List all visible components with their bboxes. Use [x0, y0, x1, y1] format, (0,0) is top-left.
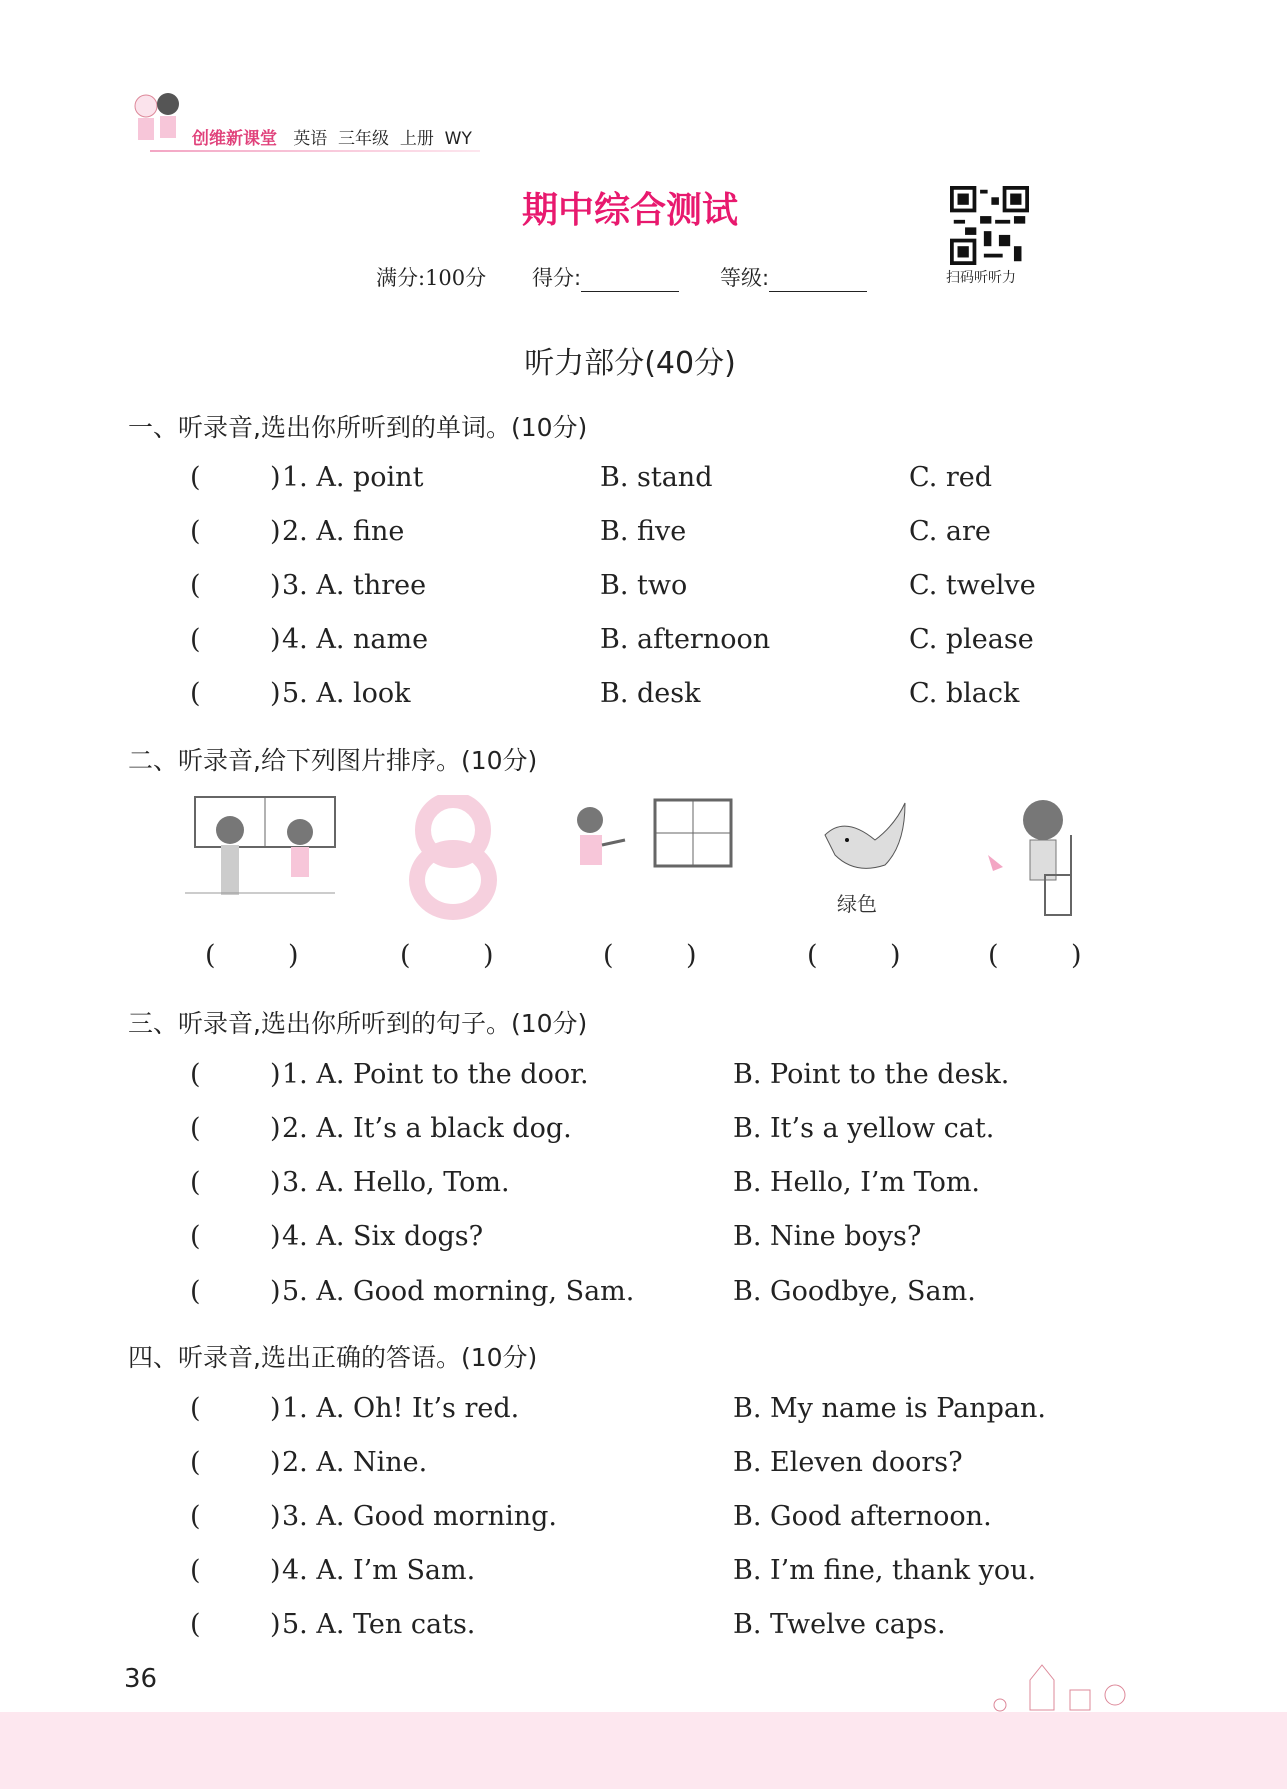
- answer-bracket[interactable]: (: [190, 1113, 201, 1144]
- green-label: 绿色: [837, 892, 877, 916]
- picture-order-bracket[interactable]: (: [807, 940, 818, 971]
- picture-order-bracket-close: ): [1071, 940, 1082, 971]
- option-a: 3. A. Good morning.: [282, 1501, 557, 1532]
- option-a: 1. A. point: [282, 462, 424, 493]
- option-b: B. It’s a yellow cat.: [733, 1113, 995, 1144]
- option-c: C. red: [909, 462, 993, 493]
- header: [192, 124, 472, 149]
- option-a: 4. A. Six dogs?: [282, 1221, 484, 1252]
- section-heading-s2: 二、听录音,给下列图片排序。(10分): [128, 746, 538, 775]
- option-a: 2. A. It’s a black dog.: [282, 1113, 572, 1144]
- picture-order-bracket[interactable]: (: [205, 940, 216, 971]
- answer-bracket-close: ): [270, 1221, 281, 1252]
- picture-order-bracket[interactable]: (: [603, 940, 614, 971]
- answer-bracket[interactable]: (: [190, 678, 201, 709]
- option-a: 5. A. look: [282, 678, 411, 709]
- answer-bracket[interactable]: (: [190, 1609, 201, 1640]
- edition: WY: [444, 129, 472, 149]
- answer-bracket[interactable]: (: [190, 1276, 201, 1307]
- page-title: 期中综合测试: [521, 190, 738, 231]
- answer-bracket-close: ): [270, 1167, 281, 1198]
- answer-bracket[interactable]: (: [190, 462, 201, 493]
- answer-bracket[interactable]: (: [190, 1555, 201, 1586]
- option-b: B. I’m fine, thank you.: [733, 1555, 1037, 1586]
- answer-bracket[interactable]: (: [190, 1167, 201, 1198]
- boy-pointing-window-picture: [577, 800, 731, 866]
- answer-bracket[interactable]: (: [190, 516, 201, 547]
- part-heading: 听力部分(40分): [524, 346, 736, 381]
- option-c: C. please: [909, 624, 1034, 655]
- number-eight-picture: [417, 800, 489, 912]
- qr-label: 扫码听听力: [946, 270, 1016, 286]
- option-b: B. two: [600, 570, 688, 601]
- kids-at-window-picture: [185, 797, 335, 895]
- option-a: 4. A. name: [282, 624, 429, 655]
- section-heading-s3: 三、听录音,选出你所听到的句子。(10分): [128, 1009, 588, 1038]
- section-heading-s1: 一、听录音,选出你所听到的单词。(10分): [128, 413, 588, 442]
- option-a: 5. A. Ten cats.: [282, 1609, 476, 1640]
- answer-bracket-close: ): [270, 1059, 281, 1090]
- option-a: 5. A. Good morning, Sam.: [282, 1276, 635, 1307]
- option-a: 1. A. Point to the door.: [282, 1059, 589, 1090]
- picture-order-bracket[interactable]: (: [400, 940, 411, 971]
- header-underline: [150, 150, 480, 152]
- header-kids-illustration: [126, 88, 188, 154]
- option-b: B. Hello, I’m Tom.: [733, 1167, 981, 1198]
- answer-bracket-close: ): [270, 1609, 281, 1640]
- option-b: B. desk: [600, 678, 701, 709]
- option-a: 2. A. fine: [282, 516, 405, 547]
- answer-bracket-close: ): [270, 1113, 281, 1144]
- answer-bracket-close: ): [270, 678, 281, 709]
- page-number: 36: [124, 1664, 158, 1694]
- subject: 英语: [293, 129, 328, 149]
- level-label: 等级:: [720, 266, 770, 290]
- answer-bracket[interactable]: (: [190, 1059, 201, 1090]
- option-b: B. My name is Panpan.: [733, 1393, 1047, 1424]
- answer-bracket[interactable]: (: [190, 624, 201, 655]
- grade: 三年级: [338, 129, 390, 149]
- option-c: C. black: [909, 678, 1020, 709]
- answer-bracket-close: ): [270, 516, 281, 547]
- option-a: 1. A. Oh! It’s red.: [282, 1393, 520, 1424]
- picture-order-bracket-close: ): [686, 940, 697, 971]
- brand-name: 创维新课堂: [192, 129, 277, 149]
- option-c: C. twelve: [909, 570, 1036, 601]
- volume: 上册: [399, 129, 434, 149]
- picture-order-bracket-close: ): [483, 940, 494, 971]
- option-b: B. Nine boys?: [733, 1221, 922, 1252]
- option-b: B. Point to the desk.: [733, 1059, 1010, 1090]
- picture-order-bracket[interactable]: (: [988, 940, 999, 971]
- answer-bracket[interactable]: (: [190, 1501, 201, 1532]
- girl-sitting-picture: [988, 800, 1071, 915]
- bird-picture: [825, 803, 905, 868]
- answer-bracket[interactable]: (: [190, 1447, 201, 1478]
- option-b: B. stand: [600, 462, 713, 493]
- option-a: 3. A. Hello, Tom.: [282, 1167, 510, 1198]
- option-b: B. Twelve caps.: [733, 1609, 946, 1640]
- answer-bracket-close: ): [270, 1276, 281, 1307]
- option-b: B. Good afternoon.: [733, 1501, 992, 1532]
- option-a: 4. A. I’m Sam.: [282, 1555, 476, 1586]
- answer-bracket[interactable]: (: [190, 1221, 201, 1252]
- full-score: 满分:100分: [376, 266, 487, 290]
- section-heading-s4: 四、听录音,选出正确的答语。(10分): [128, 1343, 538, 1372]
- answer-bracket-close: ): [270, 624, 281, 655]
- level-field[interactable]: [720, 262, 867, 292]
- option-c: C. are: [909, 516, 991, 547]
- picture-order-bracket-close: ): [288, 940, 299, 971]
- footer-castle-illustration: [990, 1650, 1170, 1719]
- option-b: B. Eleven doors?: [733, 1447, 963, 1478]
- answer-bracket-close: ): [270, 462, 281, 493]
- score-field[interactable]: [532, 262, 679, 292]
- answer-bracket[interactable]: (: [190, 1393, 201, 1424]
- answer-bracket-close: ): [270, 1555, 281, 1586]
- qr-code[interactable]: [950, 186, 1029, 265]
- picture-row: [185, 795, 1085, 929]
- answer-bracket[interactable]: (: [190, 570, 201, 601]
- option-a: 2. A. Nine.: [282, 1447, 428, 1478]
- option-b: B. Goodbye, Sam.: [733, 1276, 976, 1307]
- option-a: 3. A. three: [282, 570, 427, 601]
- footer-band: [0, 1712, 1287, 1789]
- score-label: 得分:: [532, 266, 582, 290]
- answer-bracket-close: ): [270, 1393, 281, 1424]
- answer-bracket-close: ): [270, 1501, 281, 1532]
- picture-order-bracket-close: ): [890, 940, 901, 971]
- option-b: B. five: [600, 516, 687, 547]
- answer-bracket-close: ): [270, 570, 281, 601]
- answer-bracket-close: ): [270, 1447, 281, 1478]
- option-b: B. afternoon: [600, 624, 771, 655]
